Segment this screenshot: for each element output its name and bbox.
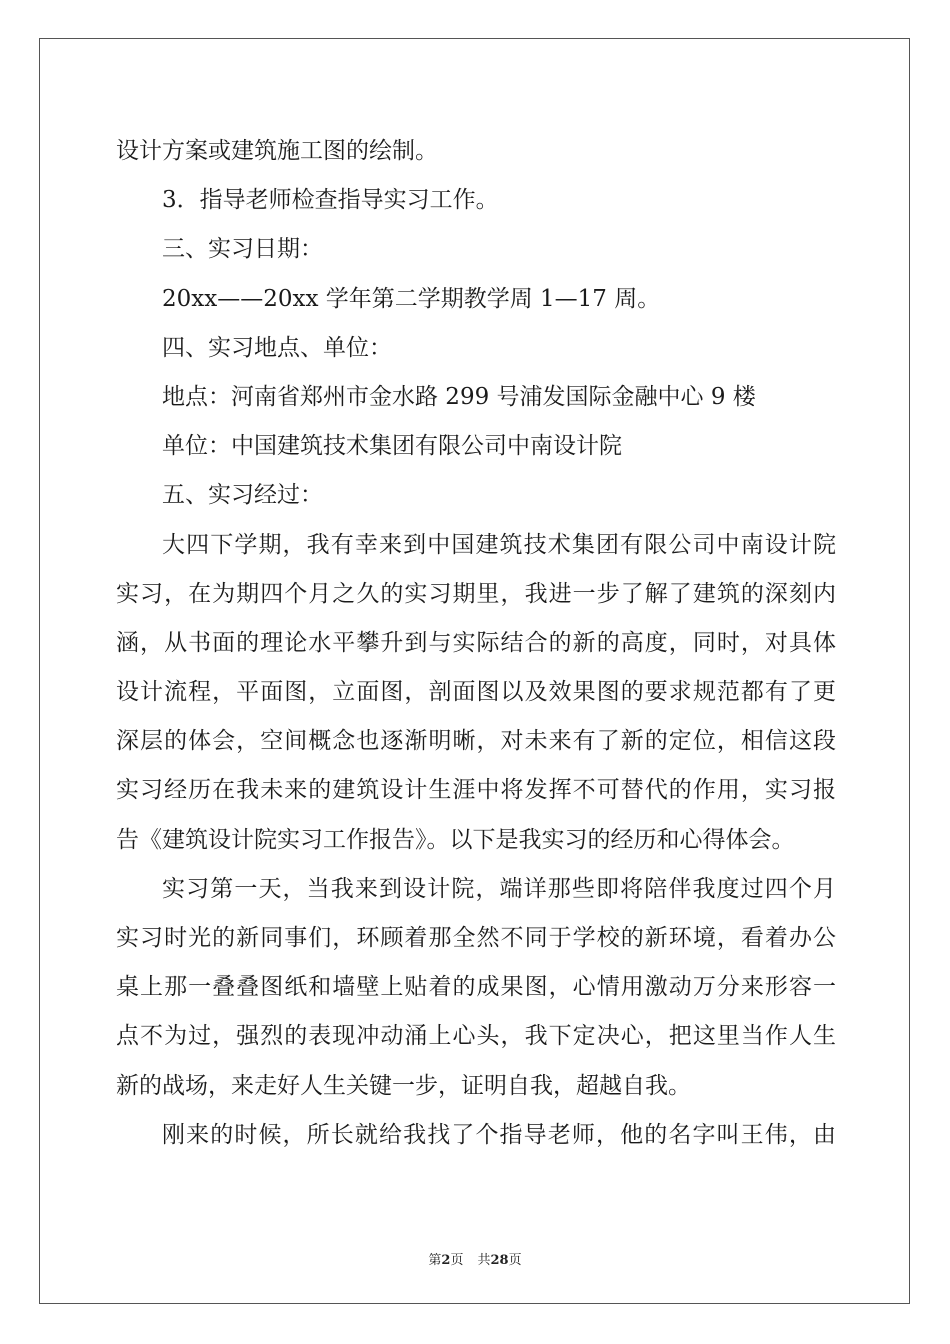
text-line: 深层的体会，空间概念也逐渐明晰，对未来有了新的定位，相信这段 (116, 728, 836, 755)
text-line: 设计方案或建筑施工图的绘制。 (116, 138, 438, 164)
page-prefix: 第 (428, 1253, 442, 1268)
total-prefix: 共 (477, 1253, 491, 1268)
text-line: 20xx——20xx 学年第二学期教学周 1—17 周。 (162, 285, 661, 312)
text-line: 新的战场，来走好人生关键一步，证明自我，超越自我。 (116, 1072, 691, 1099)
text-line: 实习经历在我未来的建筑设计生涯中将发挥不可替代的作用，实习报 (116, 777, 836, 804)
text-line: 告《建筑设计院实习工作报告》。以下是我实习的经历和心得体会。 (116, 826, 795, 853)
text-line: 单位：中国建筑技术集团有限公司中南设计院 (162, 433, 622, 460)
text-line: 大四下学期，我有幸来到中国建筑技术集团有限公司中南设计院 (162, 531, 836, 558)
text-line: 四、实习地点、单位： (162, 334, 392, 361)
document-body (116, 127, 836, 1160)
text-line: 实习第一天，当我来到设计院，端详那些即将陪伴我度过四个月 (162, 875, 836, 902)
text-line: 三、实习日期： (162, 236, 323, 263)
text-line: 刚来的时候，所长就给我找了个指导老师，他的名字叫王伟，由 (162, 1121, 836, 1148)
text-line: 实习，在为期四个月之久的实习期里，我进一步了解了建筑的深刻内 (116, 580, 836, 607)
text-line: 涵，从书面的理论水平攀升到与实际结合的新的高度，同时，对具体 (116, 629, 836, 656)
text-line: 五、实习经过： (162, 482, 323, 509)
text-line: 设计流程，平面图，立面图，剖面图以及效果图的要求规范都有了更 (116, 679, 836, 706)
text-line: 点不为过，强烈的表现冲动涌上心头，我下定决心，把这里当作人生 (116, 1023, 836, 1050)
total-suffix: 页 (508, 1253, 522, 1268)
text-line: 桌上那一叠叠图纸和墙壁上贴着的成果图，心情用激动万分来形容一 (116, 974, 836, 1001)
text-line: 实习时光的新同事们，环顾着那全然不同于学校的新环境，看着办公 (116, 925, 836, 951)
page-footer (0, 1249, 950, 1268)
page-number: 2 (441, 1253, 451, 1268)
text-line: 3．指导老师检查指导实习工作。 (162, 187, 499, 214)
page-suffix: 页 (450, 1253, 464, 1268)
total-pages: 28 (490, 1253, 509, 1268)
text-line: 地点：河南省郑州市金水路 299 号浦发国际金融中心 9 楼 (162, 383, 756, 410)
